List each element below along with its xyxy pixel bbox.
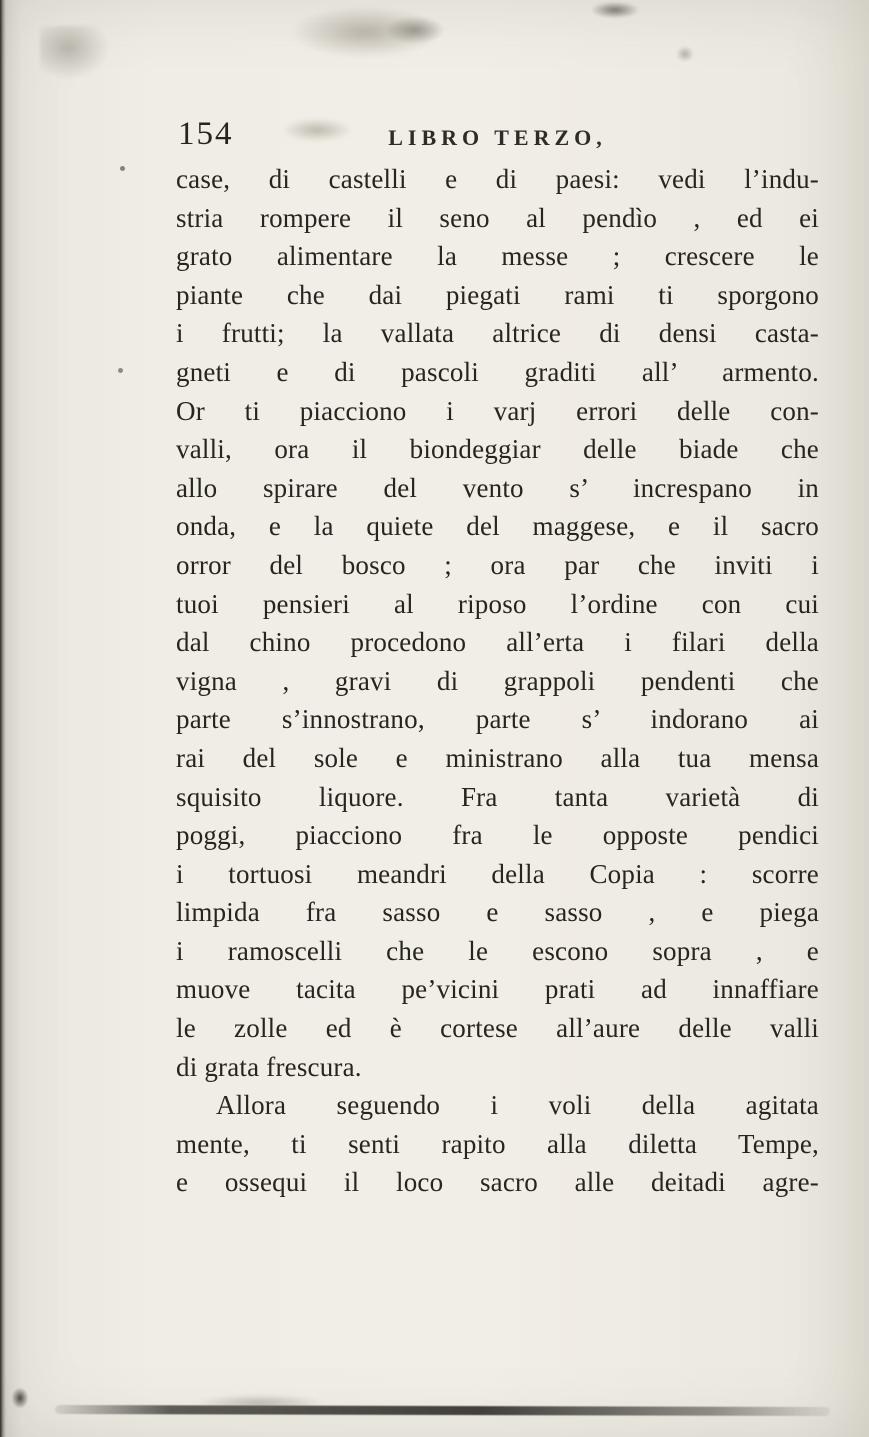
text-line: allo spirare del vento s’ increspano in <box>176 472 819 503</box>
text-line: Allora seguendo i voli della agitata <box>216 1090 819 1121</box>
text-line: le zolle ed è cortese all’aure delle valli <box>176 1013 819 1044</box>
text-line: gneti e di pascoli graditi all’ armento. <box>176 356 819 387</box>
text-block <box>176 160 819 1202</box>
text-line: stria rompere il seno al pendìo , ed ei <box>176 202 819 233</box>
text-line: tuoi pensieri al riposo l’ordine con cui <box>176 588 819 619</box>
text-line: di grata frescura. <box>176 1051 362 1082</box>
text-line: rai del sole e ministrano alla tua mensa <box>176 742 819 773</box>
text-line: mente, ti senti rapito alla diletta Tempe, <box>176 1128 819 1159</box>
text-line: Or ti piacciono i varj errori delle con- <box>176 395 819 426</box>
text-line: onda, e la quiete del maggese, e il sacro <box>176 511 819 542</box>
running-title: LIBRO TERZO, <box>388 125 607 150</box>
text-line: dal chino procedono all’erta i filari della <box>176 627 819 658</box>
text-line: i frutti; la vallata altrice di densi casta- <box>176 318 819 349</box>
scan-margin-dot <box>120 166 125 171</box>
scan-mark-top-right <box>592 2 638 18</box>
scan-stain-top-center-2 <box>385 16 445 44</box>
scan-bottom-rule <box>55 1405 830 1416</box>
text-line: vigna , gravi di grappoli pendenti che <box>176 665 819 696</box>
scan-smudge-bottom <box>195 1394 325 1412</box>
book-binding-shadow <box>0 0 7 1437</box>
page-number: 154 <box>178 116 234 152</box>
text-line: squisito liquore. Fra tanta varietà di <box>176 781 819 812</box>
page-header <box>176 116 819 162</box>
text-line: grato alimentare la messe ; crescere le <box>176 241 819 272</box>
text-line: i tortuosi meandri della Copia : scorre <box>176 858 819 889</box>
text-line: muove tacita pe’vicini prati ad innaffiare <box>176 974 819 1005</box>
scan-smudge-top-left <box>40 26 110 80</box>
text-line: parte s’innostrano, parte s’ indorano ai <box>176 704 819 735</box>
text-line: piante che dai piegati rami ti sporgono <box>176 279 819 310</box>
text-line: poggi, piacciono fra le opposte pendici <box>176 820 819 851</box>
scan-mark-right-upper <box>676 46 694 62</box>
text-line: e ossequi il loco sacro alle deitadi agre- <box>176 1167 819 1198</box>
text-line: valli, ora il biondeggiar delle biade che <box>176 434 819 465</box>
text-line: case, di castelli e di paesi: vedi l’indu- <box>176 164 819 194</box>
text-line: i ramoscelli che le escono sopra , e <box>176 935 819 966</box>
text-line: limpida fra sasso e sasso , e piega <box>176 897 819 928</box>
scan-mark-bottom-left <box>12 1388 28 1408</box>
scan-stain-top-center <box>290 6 440 58</box>
scan-margin-dot <box>118 368 123 373</box>
text-line: orror del bosco ; ora par che inviti i <box>176 549 819 580</box>
